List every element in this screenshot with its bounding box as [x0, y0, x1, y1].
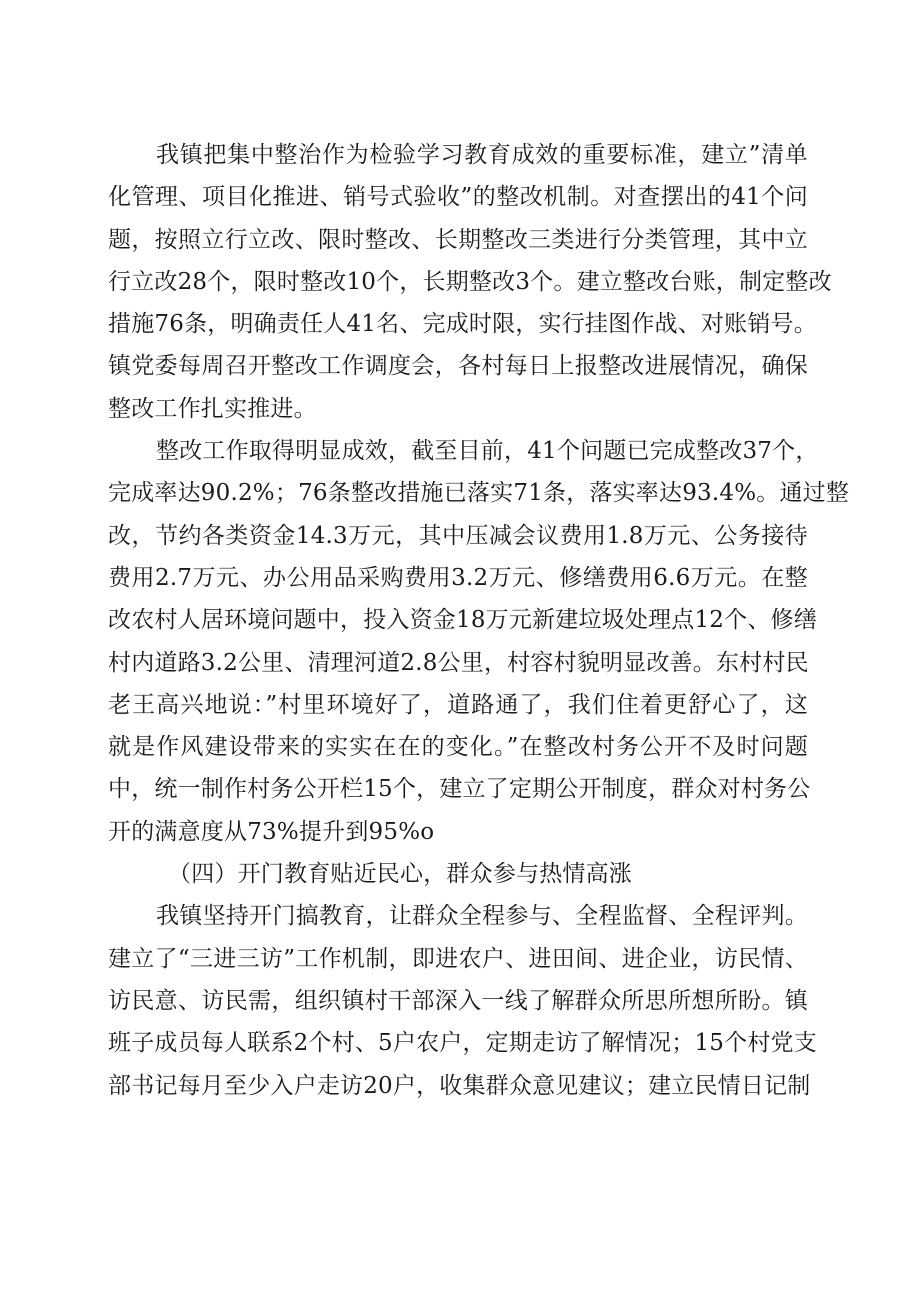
text-line: 改农村人居环境问题中，投入资金18万元新建垃圾处理点12个、修缮: [108, 607, 817, 634]
text-line: 整改工作取得明显成效，截至目前，41个问题已完成整改37个，: [156, 438, 819, 465]
text-line: 费用2.7万元、办公用品采购费用3.2万元、修缮费用6.6万元。在整: [108, 564, 808, 591]
text-line: 化管理、项目化推进、销号式验收”的整改机制。对查摆出的41个问: [108, 184, 808, 211]
section-heading: （四）开门教育贴近民心，群众参与热情高涨: [168, 861, 632, 888]
paragraph-rectification-results: [108, 430, 850, 853]
text-line: 改，节约各类资金14.3万元，其中压减会议费用1.8万元、公务接待: [108, 522, 808, 549]
text-line: 班子成员每人联系2个村、5户农户，定期走访了解情况；15个村党支: [108, 1030, 817, 1057]
text-line: 老王高兴地说：”村里环境好了，道路通了，我们住着更舒心了，这: [108, 691, 808, 718]
paragraph-rectification-mechanism: [108, 134, 832, 430]
text-line: 镇党委每周召开整改工作调度会，各村每日上报整改进展情况，确保: [108, 353, 808, 380]
text-line: 我镇把集中整治作为检验学习教育成效的重要标准，建立”清单: [156, 142, 808, 168]
document-body: [108, 134, 850, 1107]
text-line: 部书记每月至少入户走访20户，收集群众意见建议；建立民情日记制: [108, 1072, 811, 1099]
text-line: 行立改28个，限时整改10个，长期整改3个。建立整改台账，制定整改: [108, 268, 832, 295]
text-line: 题，按照立行立改、限时整改、长期整改三类进行分类管理，其中立: [108, 226, 808, 253]
text-line: 完成率达90.2%；76条整改措施已落实71条，落实率达93.4%。通过整: [108, 480, 850, 507]
paragraph-open-education: [108, 895, 817, 1106]
text-line: 就是作风建设带来的实实在在的变化。”在整改村务公开不及时问题: [108, 734, 808, 761]
text-line: 整改工作扎实推进。: [108, 395, 317, 422]
text-line: 措施76条，明确责任人41名、完成时限，实行挂图作战、对账销号。: [108, 311, 817, 338]
text-line: 开的满意度从73%提升到95%o: [108, 818, 435, 845]
text-line: 中，统一制作村务公开栏15个，建立了定期公开制度，群众对村务公: [108, 776, 811, 803]
text-line: 村内道路3.2公里、清理河道2.8公里，村容村貌明显改善。东村村民: [108, 649, 809, 676]
text-line: 访民意、访民需，组织镇村干部深入一线了解群众所思所想所盼。镇: [108, 987, 808, 1014]
text-line: 我镇坚持开门搞教育，让群众全程参与、全程监督、全程评判。: [156, 903, 808, 930]
text-line: 建立了“三进三访”工作机制，即进农户、进田间、进企业，访民情、: [108, 945, 808, 972]
